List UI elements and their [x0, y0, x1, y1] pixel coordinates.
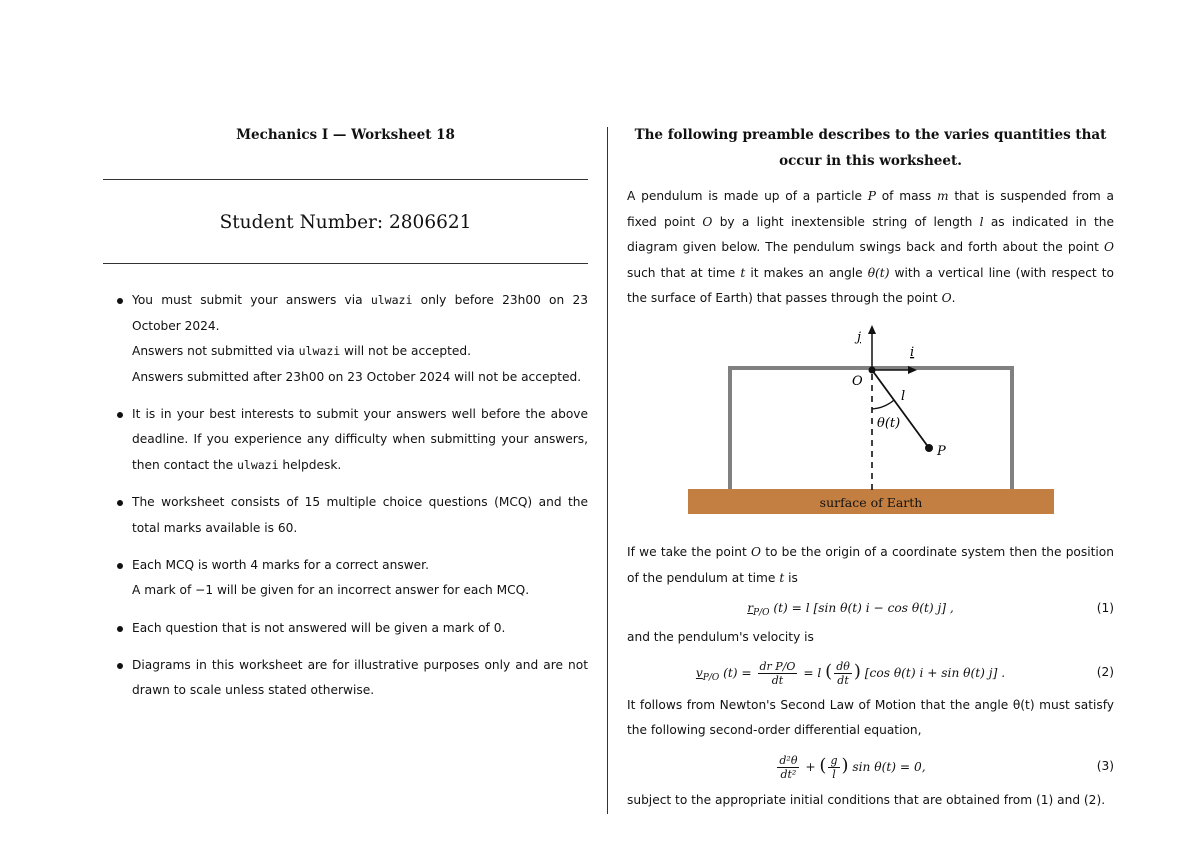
rules-list	[103, 288, 588, 704]
support-frame	[730, 368, 1012, 510]
equation-3: $\frac{\text{d²θ}}{\text{dt²}}$ + ( $\frac{g}{l}$ ) sin θ(t) = 0, (3)	[627, 744, 1114, 788]
student-number-value: 2806621	[389, 212, 472, 233]
student-number-line	[103, 212, 588, 233]
bullet-icon	[117, 626, 123, 632]
j-arrow-icon	[868, 325, 876, 334]
position-paragraph: If we take the point O to be the origin of a coordinate system then the position of the pendulum at time t is	[627, 544, 1114, 585]
pendulum-bob	[925, 444, 933, 452]
equation-number: (1)	[1096, 601, 1114, 616]
equation-1: $r_{P/O}$ (t) = l [sin θ(t) i − cos θ(t) j] , (1)	[627, 591, 1114, 625]
divider-top	[103, 179, 588, 180]
closing-paragraph: subject to the appropriate initial conditions that are obtained from (1) and (2).	[627, 792, 1106, 807]
ground-label: surface of Earth	[819, 494, 923, 510]
rule-item: Each MCQ is worth 4 marks for a correct answer. A mark of −1 will be given for an incorrect answer for each MCQ.	[103, 553, 588, 604]
equation-number: (2)	[1096, 664, 1114, 679]
label-i: i	[910, 344, 915, 360]
pendulum-svg	[627, 320, 1114, 540]
pendulum-diagram	[627, 320, 1114, 540]
bullet-icon	[117, 412, 123, 418]
label-l: l	[901, 388, 906, 404]
divider-bottom	[103, 263, 588, 264]
rule-item: You must submit your answers via ulwazi only before 23h00 on 23 October 2024. Answers not submitted via ulwazi will not be accepted. Answers submitted after 23h00 on 23 October 2024 will not be accepted.	[103, 288, 588, 390]
bullet-icon	[117, 663, 123, 669]
rule-item: Each question that is not answered will be given a mark of 0.	[103, 616, 588, 642]
label-j: j	[857, 329, 862, 345]
bullet-icon	[117, 563, 123, 569]
preamble-heading: The following preamble describes to the varies quantities that occur in this worksheet.	[634, 127, 1107, 169]
right-column	[627, 120, 1114, 814]
label-P: P	[937, 443, 946, 459]
bullet-icon	[117, 500, 123, 506]
intro-paragraph: A pendulum is made up of a particle P of mass m that is suspended from a fixed point O by a light inextensible string of length l as indicated in the diagram given below. The pendulum swings back and forth about the point O such that at time t it makes an angle θ(t) with a vertical line (with respect to the surface of Earth) that passes through the point O.	[627, 189, 1115, 306]
rule-item: It is in your best interests to submit your answers well before the above deadline. If you experience any difficulty when submitting your answers, then contact the ulwazi helpdesk.	[103, 402, 588, 479]
equation-2: $v_{P/O}$ (t) = $\frac{\text{dr P/O}}{dt}$ = l ( $\frac{d\theta}{dt}$ ) [cos θ(t) i + sin θ(t) j] . (2)	[627, 651, 1114, 693]
pendulum-string	[872, 370, 929, 448]
angle-arc	[872, 400, 894, 409]
rule-item: Diagrams in this worksheet are for illustrative purposes only and are not drawn to scale unless stated otherwise.	[103, 653, 588, 704]
label-O: O	[852, 373, 863, 389]
equation-number: (3)	[1096, 758, 1114, 773]
pivot-point	[869, 366, 876, 373]
rule-item: The worksheet consists of 15 multiple choice questions (MCQ) and the total marks available is 60.	[103, 490, 588, 541]
velocity-intro: and the pendulum's velocity is	[627, 630, 814, 645]
worksheet-title: Mechanics I — Worksheet 18	[236, 127, 455, 143]
label-theta: θ(t)	[877, 415, 901, 431]
left-column	[103, 120, 588, 715]
newton-paragraph: It follows from Newton's Second Law of Motion that the angle θ(t) must satisfy the following second-order differential equation,	[627, 697, 1114, 738]
column-divider	[607, 127, 608, 814]
bullet-icon	[117, 298, 123, 304]
student-number-label: Student Number:	[219, 212, 384, 233]
